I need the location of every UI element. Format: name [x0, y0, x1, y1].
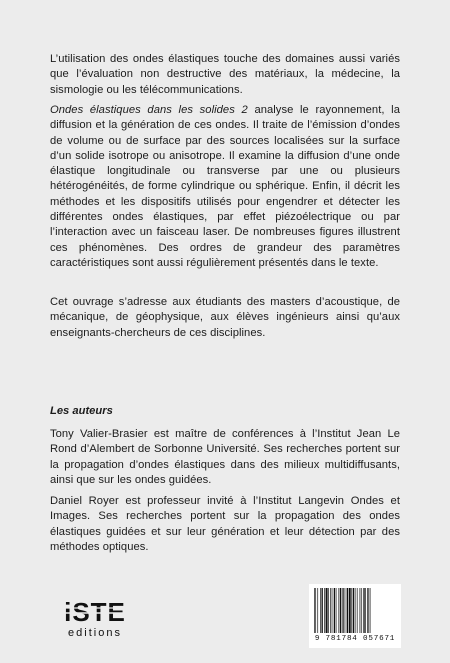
intro-paragraph-2 [50, 103, 400, 271]
logo-wordmark: iSTE [64, 597, 126, 627]
iste-editions-logo [48, 597, 143, 642]
author-bio-2-text: Daniel Royer est professeur invité à l’Institut Langevin Ondes et Images. Ses recherches portent sur la propagation des ondes élastiques guidées et sur leur génération et leur détection par des méthodes optiques. [50, 495, 400, 553]
author-bio-2 [50, 494, 400, 555]
authors-heading: Les auteurs [50, 405, 113, 417]
logo-subtext: editions [68, 627, 122, 639]
intro-text-2 [50, 103, 400, 271]
barcode-bars [312, 588, 398, 634]
intro-text-1: L’utilisation des ondes élastiques touche des domaines aussi variés que l’évaluation non destructive des matériaux, la médecine, la sismologie ou les télécommunications. [50, 53, 400, 96]
intro-text-2-body: analyse le rayonnement, la diffusion et la génération de ces ondes. Il traite de l’émission d’ondes de volume ou de surface par des sources localisées sur la surface d’un solide isotrope ou anisotrope. Il examine la diffusion d’une onde élastique longitudinale ou transverse par une ou plusieurs hétérogénéités, de forme cylindrique ou sphérique. Enfin, il décrit les méthodes et les dispositifs utilisés pour engendrer et détecter les différentes ondes élastiques, par effet piézoélectrique ou par l’interaction avec un faisceau laser. De nombreuses figures illustrent ces phénomènes. Des ordres de grandeur des paramètres caractéristiques sont aussi régulièrement présentés dans le texte. [50, 104, 400, 269]
author-bio-1-text: Tony Valier-Brasier est maître de conférences à l’Institut Jean Le Rond d’Alembert de Sorbonne Université. Ses recherches portent sur la propagation d’ondes élastiques dans des milieux multidiffusants, ainsi que sur les ondes guidées. [50, 428, 400, 486]
book-title: Ondes élastiques dans les solides 2 [50, 104, 248, 116]
isbn-barcode [309, 584, 401, 648]
intro-paragraph-3 [50, 295, 400, 341]
intro-text-3: Cet ouvrage s’adresse aux étudiants des masters d’acoustique, de mécanique, de géophysique, aux élèves ingénieurs ainsi qu’aux enseignants-chercheurs de ces disciplines. [50, 296, 400, 339]
intro-paragraph-1 [50, 52, 400, 98]
isbn-number: 9 781784 057671 [314, 635, 396, 643]
author-bio-1 [50, 427, 400, 488]
